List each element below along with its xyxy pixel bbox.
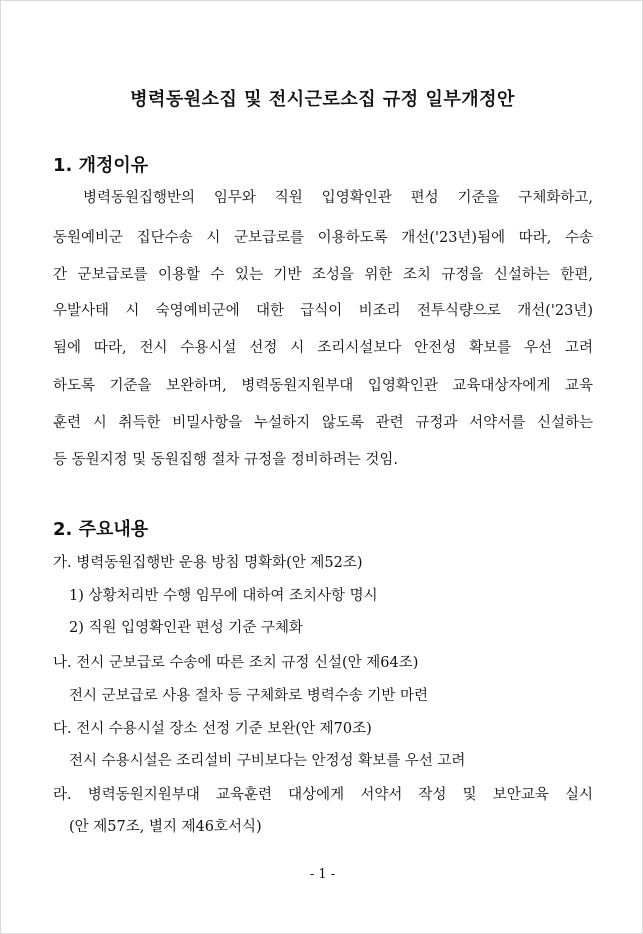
reason-line: 동원예비군 집단수송 시 군보급로를 이용하도록 개선('23년)됨에 따라, 수송 (53, 230, 593, 246)
reason-line: 우발사태 시 숙영예비군에 대한 급식이 비조리 전투식량으로 개선('23년) (53, 303, 593, 319)
content-subitem: (안 제57조, 별지 제46호서식) (69, 819, 262, 835)
reason-line: 간 군보급로를 이용할 수 있는 기반 조성을 위한 조치 규정을 신설하는 한편, (53, 267, 593, 283)
content-item-na: 나. 전시 군보급로 수송에 따른 조치 규정 신설(안 제64조) (53, 655, 419, 671)
document-title: 병력동원소집 및 전시근로소집 규정 일부개정안 (130, 89, 515, 110)
reason-line: 훈련 시 취득한 비밀사항을 누설하지 않도록 관련 규정과 서약서를 신설하는 (53, 415, 593, 431)
content-item-ra: 라. 병력동원지원부대 교육훈련 대상에게 서약서 작성 및 보안교육 실시 (53, 787, 593, 803)
reason-line: 병력동원집행반의 임무와 직원 입영확인관 편성 기준을 구체화하고, (83, 190, 593, 206)
content-subitem: 전시 수용시설은 조리설비 구비보다는 안정성 확보를 우선 고려 (69, 753, 466, 769)
content-subitem: 1) 상황처리반 수행 임무에 대하여 조치사항 명시 (69, 588, 378, 604)
section-heading-main-contents: 2. 주요내용 (53, 519, 149, 540)
reason-line: 등 동원지정 및 동원집행 절차 규정을 정비하려는 것임. (53, 452, 399, 468)
page-number: - 1 - (309, 867, 336, 882)
section-heading-reason: 1. 개정이유 (53, 155, 149, 176)
reason-line: 하도록 기준을 보완하며, 병력동원지원부대 입영확인관 교육대상자에게 교육 (53, 378, 593, 394)
reason-line: 됨에 따라, 전시 수용시설 선정 시 조리시설보다 안전성 확보를 우선 고려 (53, 340, 593, 356)
content-subitem: 2) 직원 입영확인관 편성 기준 구체화 (69, 620, 304, 636)
content-subitem: 전시 군보급로 사용 절차 등 구체화로 병력수송 기반 마련 (69, 688, 429, 704)
content-item-da: 다. 전시 수용시설 장소 선정 기준 보완(안 제70조) (53, 721, 372, 737)
content-item-ga: 가. 병력동원집행반 운용 방침 명확화(안 제52조) (53, 555, 363, 571)
